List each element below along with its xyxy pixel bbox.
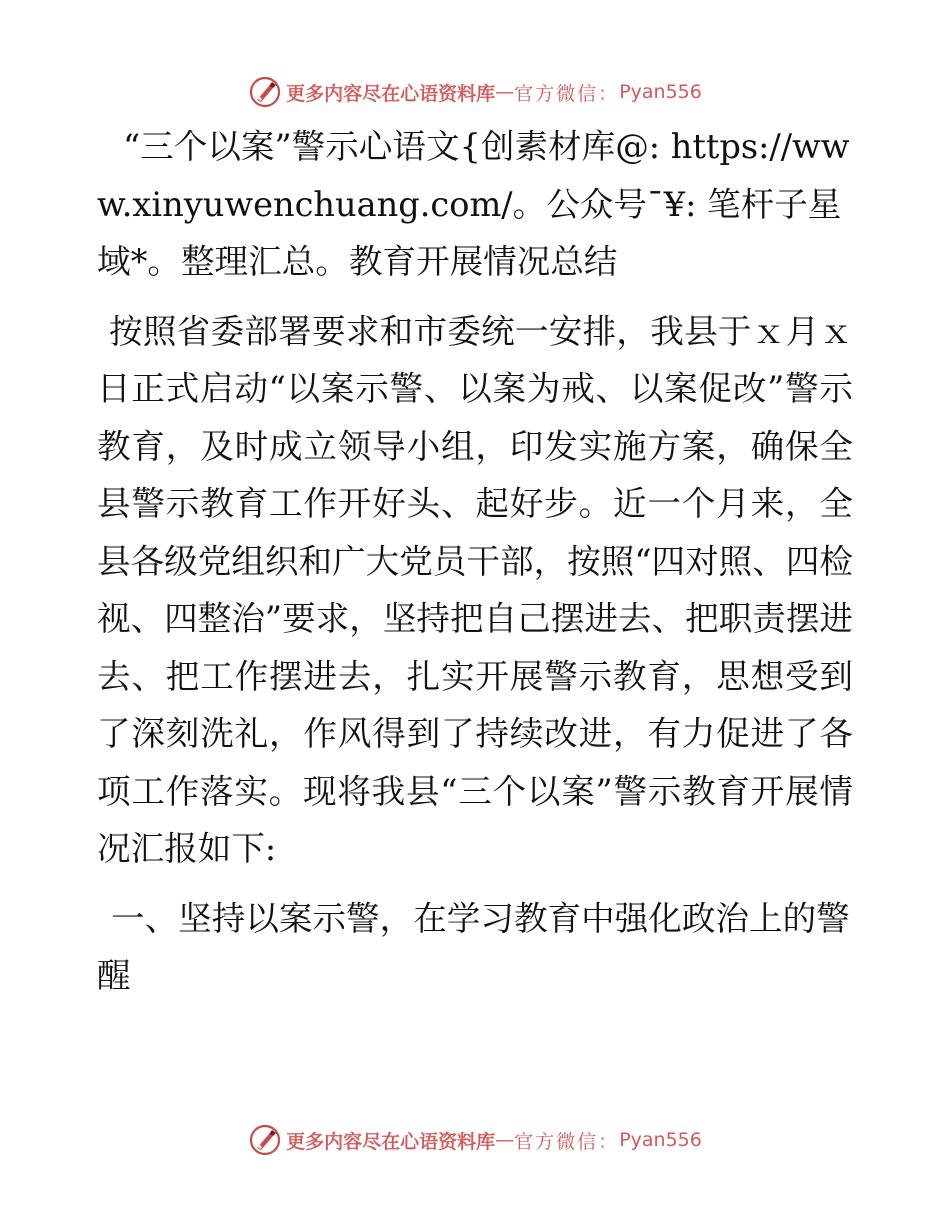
banner-wechat-id: Pyan556 xyxy=(619,1129,702,1151)
section-heading: 一、坚持以案示警，在学习教育中强化政治上的警醒 xyxy=(97,898,850,995)
banner-brand-text: 更多内容尽在心语资料库 xyxy=(286,82,496,105)
banner-wechat-label: 官方微信： xyxy=(514,1130,620,1153)
document-title: “三个以案”警示心语文{创素材库@: https://www.xinyuwenchuang.com/。公众号¯¥: 笔杆子星域*。整理汇总。教育开展情况总结 xyxy=(97,127,850,281)
intro-paragraph: 按照省委部署要求和市委统一安排，我县于ｘ月ｘ日正式启动“以案示警、以案为戒、以案促改”警示教育，及时成立领导小组，印发实施方案，确保全县警示教育工作开好头、起好步。近一个月来，全县各级党组织和广大党员干部，按照“四对照、四检视、四整治”要求，坚持把自己摆进去、把职责摆进去、把工作摆进去，扎实开展警示教育，思想受到了深刻洗礼，作风得到了持续改进，有力促进了各项工作落实。现将我县“三个以案”警示教育开展情况汇报如下: xyxy=(97,311,853,868)
pen-nib-logo-icon xyxy=(248,75,282,109)
banner-separator: — xyxy=(495,1129,515,1151)
pen-nib-logo-icon xyxy=(248,1123,282,1157)
header-banner xyxy=(0,72,950,112)
banner-wechat-label: 官方微信： xyxy=(514,82,620,105)
document-body xyxy=(97,118,853,1005)
banner-separator: — xyxy=(495,81,515,103)
footer-banner xyxy=(0,1120,950,1160)
banner-wechat-id: Pyan556 xyxy=(619,81,702,103)
banner-brand-text: 更多内容尽在心语资料库 xyxy=(286,1130,496,1153)
